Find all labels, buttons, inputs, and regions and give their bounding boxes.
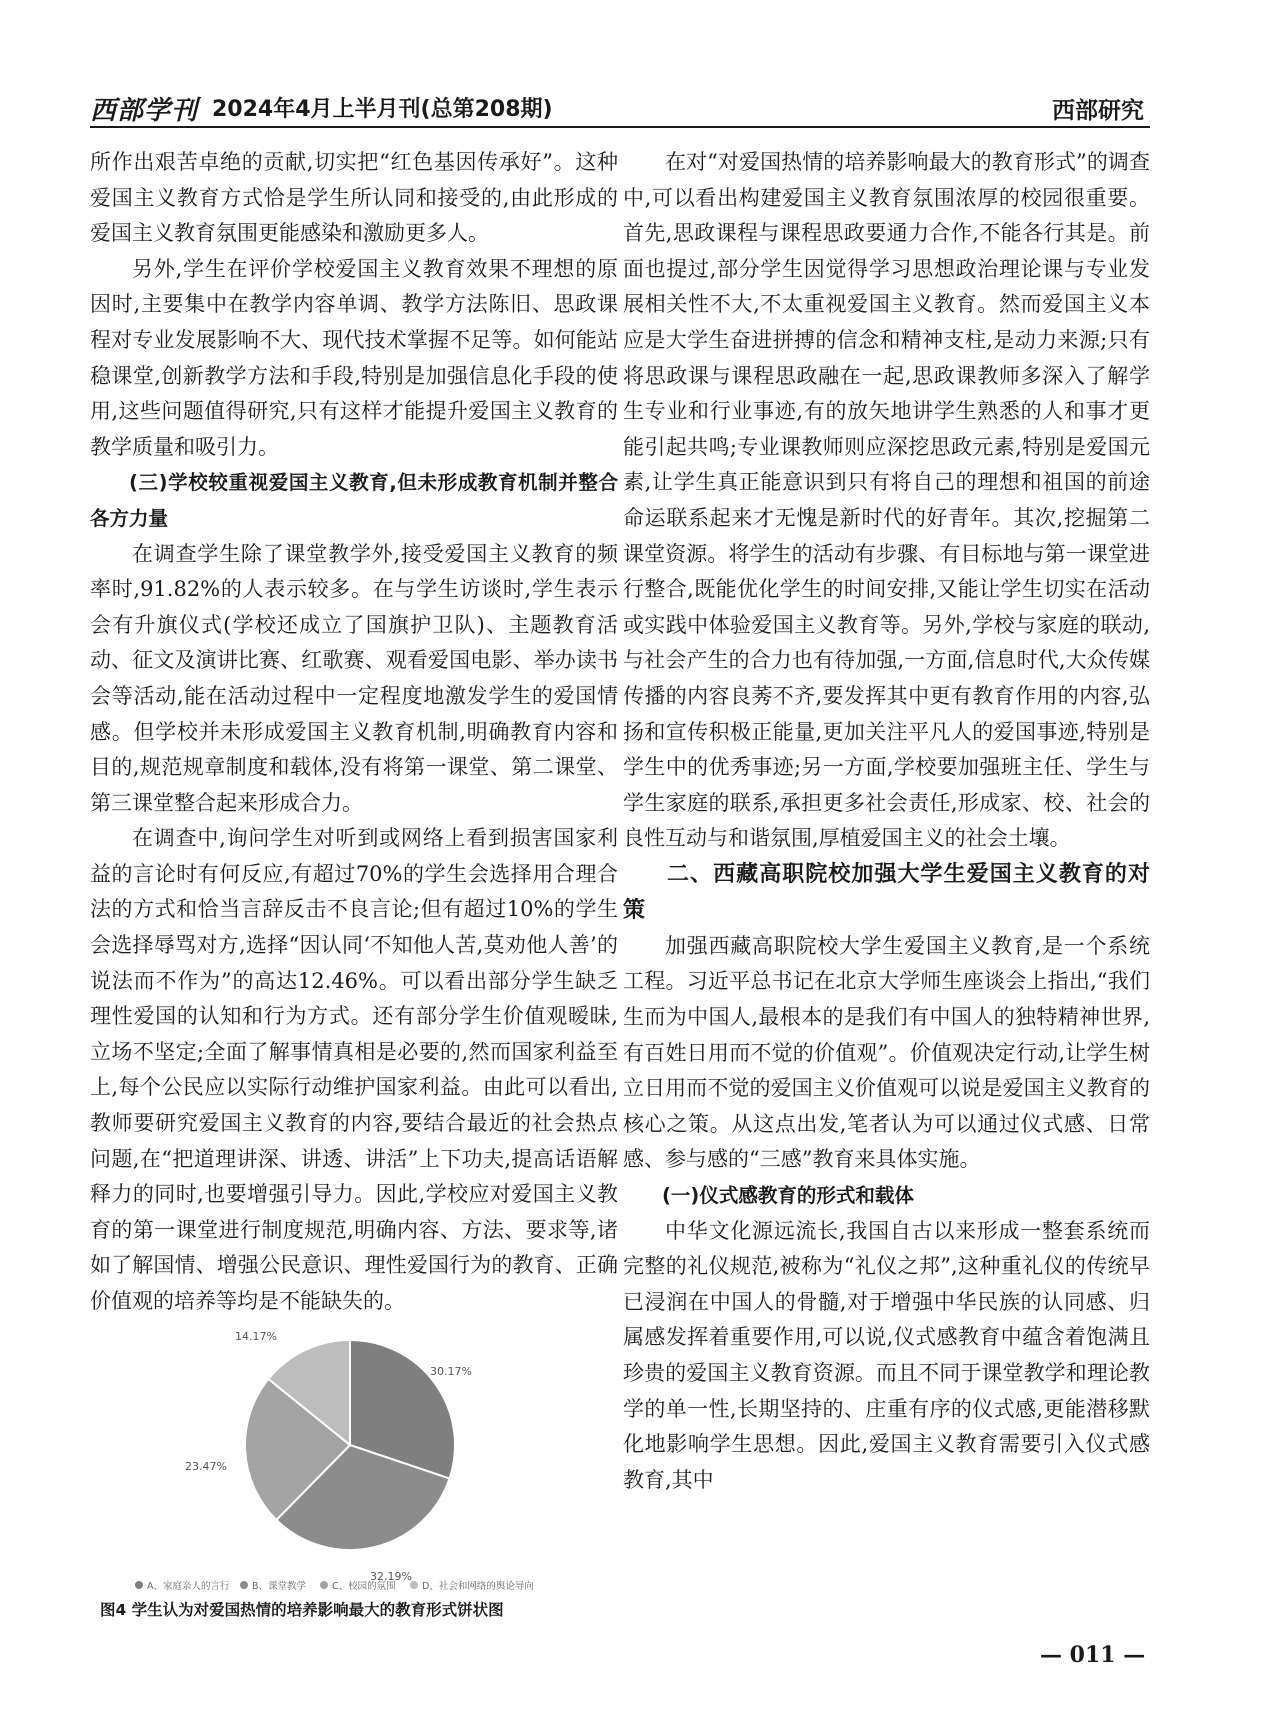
paragraph: 在调查中,询问学生对听到或网络上看到损害国家利益的言论时有何反应,有超过70%的学生会选择用合理合法的方式和恰当言辞反击不良言论;但有超过10%的学生会选择辱骂对方,选择“因认同‘不知他人苦,莫劝他人善’的说法而不作为”的高达12.46%。可以看出部分学生缺乏理性爱国的认知和行为方式。还有部分学生价值观暧昧,立场不坚定;全面了解事情真相是必要的,然而国家利益至上,每个公民应以实际行动维护国家利益。由此可以看出,教师要研究爱国主义教育的内容,要结合最近的社会热点问题,在“把道理讲深、讲透、讲活”上下功夫,提高话语解释力的同时,也要增强引导力。因此,学校应对爱国主义教育的第一课堂进行制度规范,明确内容、方法、要求等,诸如了解国情、增强公民意识、理性爱国行为的教育、正确价值观的培养等均是不能缺失的。: [90, 826, 618, 1313]
pie-data-label: 14.17%: [235, 1330, 277, 1343]
legend-marker: [410, 1581, 418, 1589]
legend-label: B、课堂教学: [252, 1581, 307, 1592]
section-heading: 二、西藏高职院校加强大学生爱国主义教育的对策: [623, 861, 1150, 923]
paragraph: 另外,学生在评价学校爱国主义教育效果不理想的原因时,主要集中在教学内容单调、教学方法陈旧、思政课程对专业发展影响不大、现代技术掌握不足等。如何能站稳课堂,创新教学方法和手段,特别是加强信息化手段的使用,这些问题值得研究,只有这样才能提升爱国主义教育的教学质量和吸引力。: [90, 256, 618, 459]
paragraph: 所作出艰苦卓绝的贡献,切实把“红色基因传承好”。这种爱国主义教育方式恰是学生所认同和接受的,由此形成的爱国主义教育氛围更能感染和激励更多人。: [90, 150, 618, 246]
subsection-heading: (三)学校较重视爱国主义教育,但未形成教育机制并整合各方力量: [90, 471, 618, 530]
pie-data-label: 30.17%: [430, 1365, 472, 1378]
pie-data-label: 32.19%: [370, 1570, 412, 1583]
journal-logo: 西部学刊: [90, 96, 199, 126]
header-rule: [90, 126, 1150, 128]
pie-chart-figure: [120, 1325, 590, 1595]
page-header: [90, 88, 1150, 128]
pie-chart: [120, 1325, 590, 1595]
figure-caption: 图4 学生认为对爱国热情的培养影响最大的教育形式饼状图: [100, 1601, 504, 1619]
issue-info: 2024年4月上半月刊(总第208期): [212, 97, 553, 122]
page-number: — 011 —: [1040, 1642, 1146, 1668]
pie-data-label: 23.47%: [185, 1460, 227, 1473]
left-column: [90, 145, 618, 1320]
subsection-heading: (一)仪式感教育的形式和载体: [662, 1184, 914, 1208]
legend-label: D、社会和网络的舆论导向: [422, 1581, 534, 1592]
paragraph: 在对“对爱国热情的培养影响最大的教育形式”的调查中,可以看出构建爱国主义教育氛围浓厚的校园很重要。首先,思政课程与课程思政要通力合作,不能各行其是。前面也提过,部分学生因觉得学习思想政治理论课与专业发展相关性不大,不太重视爱国主义教育。然而爱国主义本应是大学生奋进拼搏的信念和精神支柱,是动力来源;只有将思政课与课程思政融在一起,思政课教师多深入了解学生专业和行业事迹,有的放矢地讲学生熟悉的人和事才更能引起共鸣;专业课教师则应深挖思政元素,特别是爱国元素,让学生真正能意识到只有将自己的理想和祖国的前途命运联系起来才无愧是新时代的好青年。其次,挖掘第二课堂资源。将学生的活动有步骤、有目标地与第一课堂进行整合,既能优化学生的时间安排,又能让学生切实在活动或实践中体验爱国主义教育等。另外,学校与家庭的联动,与社会产生的合力也有待加强,一方面,信息时代,大众传媒传播的内容良莠不齐,要发挥其中更有教育作用的内容,弘扬和宣传积极正能量,更加关注平凡人的爱国事迹,特别是学生中的优秀事迹;另一方面,学校要加强班主任、学生与学生家庭的联系,承担更多社会责任,形成家、校、社会的良性互动与和谐氛围,厚植爱国主义的社会土壤。: [623, 150, 1150, 851]
paragraph: 在调查学生除了课堂教学外,接受爱国主义教育的频率时,91.82%的人表示较多。在与学生访谈时,学生表示会有升旗仪式(学校还成立了国旗护卫队)、主题教育活动、征文及演讲比赛、红歌赛、观看爱国电影、举办读书会等活动,能在活动过程中一定程度地激发学生的爱国情感。但学校并未形成爱国主义教育机制,明确教育内容和目的,规范规章制度和载体,没有将第一课堂、第二课堂、第三课堂整合起来形成合力。: [90, 541, 618, 815]
legend-marker: [320, 1581, 328, 1589]
legend-marker: [135, 1581, 143, 1589]
legend-label: A、家庭亲人的言行: [147, 1581, 230, 1592]
paragraph: 中华文化源远流长,我国自古以来形成一整套系统而完整的礼仪规范,被称为“礼仪之邦”,这种重礼仪的传统早已浸润在中国人的骨髓,对于增强中华民族的认同感、归属感发挥着重要作用,可以说,仪式感教育中蕴含着饱满且珍贵的爱国主义教育资源。而且不同于课堂教学和理论教学的单一性,长期坚持的、庄重有序的仪式感,更能潜移默化地影响学生思想。因此,爱国主义教育需要引入仪式感教育,其中: [623, 1218, 1150, 1492]
legend-marker: [240, 1581, 248, 1589]
paragraph: 加强西藏高职院校大学生爱国主义教育,是一个系统工程。习近平总书记在北京大学师生座谈会上指出,“我们生而为中国人,最根本的是我们有中国人的独特精神世界,有百姓日用而不觉的价值观”。价值观决定行动,让学生树立日用而不觉的爱国主义价值观可以说是爱国主义教育的核心之策。从这点出发,笔者认为可以通过仪式感、日常感、参与感的“三感”教育来具体实施。: [623, 933, 1150, 1172]
legend-label: C、校园的氛围: [332, 1581, 396, 1592]
right-column: [623, 145, 1150, 1498]
section-name: 西部研究: [1052, 98, 1144, 124]
